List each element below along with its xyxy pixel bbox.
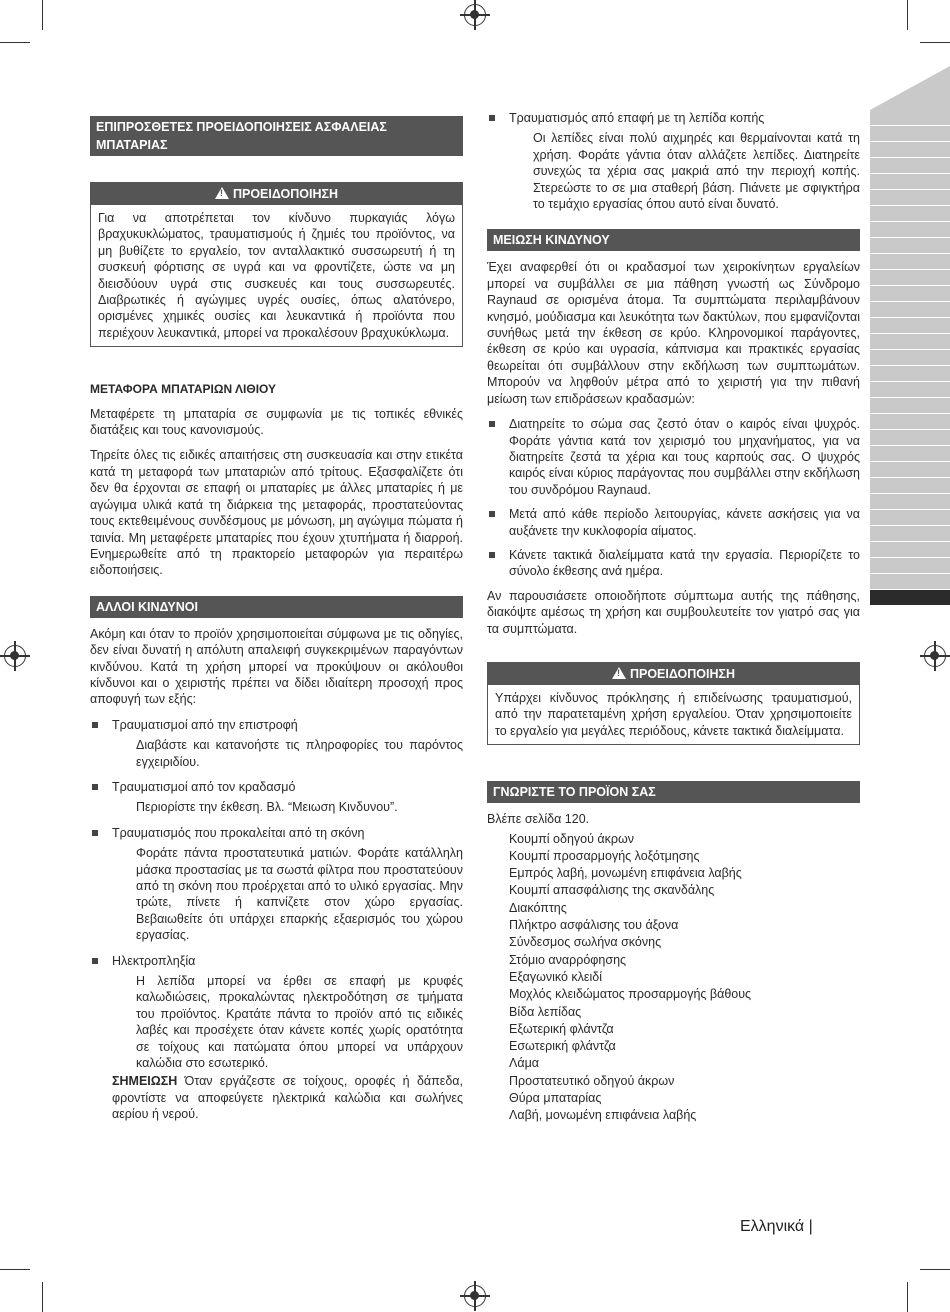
- warning-box: [487, 662, 860, 745]
- registration-mark-icon: [924, 645, 946, 667]
- part-list-item: Σύνδεσμος σωλήνα σκόνης: [509, 935, 662, 950]
- battery-safety-header: ΕΠΙΠΡΟΣΘΕΤΕΣ ΠΡΟΕΙΔΟΠΟΙΗΣΕΙΣ ΑΣΦΑΛΕΙΑΣ ΜΠΑΤΑΡΙΑΣ: [90, 116, 463, 156]
- language-tab-cap: [870, 66, 950, 110]
- note-label: ΣΗΜΕΙΩΣΗ: [112, 1074, 178, 1089]
- part-list-item: Λάμα: [509, 1056, 540, 1071]
- part-list-item: Θύρα μπαταρίας: [509, 1091, 602, 1106]
- other-risks-paragraph: Ακόμη και όταν το προϊόν χρησιμοποιείται σύμφωνα με τις οδηγίες, δεν είναι δυνατή η απόλυτη απαλειφή συγκεκριμένων παραγόντων κινδύνου. Κατά τη χρήση μπορεί να προκύψουν οι ακόλουθοι κίνδυνοι και ο χειριστής πρέπει να δίδει ιδιαίτερη προσοχή προς αποφυγή των εξής:: [90, 626, 463, 707]
- part-list-item: Εμπρός λαβή, μονωμένη επιφάνεια λαβής: [509, 866, 742, 881]
- right-column: [487, 110, 860, 1125]
- registration-mark-icon: [464, 1285, 486, 1307]
- warning-title: ΠΡΟΕΙΔΟΠΟΙΗΣΗ: [232, 187, 339, 201]
- part-list-item: Διακόπτης: [509, 900, 567, 915]
- warning-triangle-icon: [612, 667, 626, 679]
- part-list-item: Κουμπί απασφάλισης της σκανδάλης: [509, 883, 715, 898]
- hazard-item: Τραυματισμός από επαφή με τη λεπίδα κοπής: [487, 110, 860, 126]
- note: [90, 1073, 463, 1122]
- crop-mark: [920, 42, 950, 43]
- warning-text: Για να αποτρέπεται τον κίνδυνο πυρκαγιάς λόγω βραχυκυκλώματος, τραυματισμούς ή ζημιές του προϊόντος, να μη βυθίζετε το εργαλείο, τον ανταλλακτικό συσσωρευτή ή τη συσκευή φόρτισης σε υγρά και να φροντίζετε, ώστε να μη διεισδύουν υγρά στις συσκευές και τους συσσωρευτές. Διαβρωτικές ή αγώγιμες υγρές ουσίες, όπως αλατόνερο, ορισμένες χημικές ουσίες και λευκαντικά ή προϊόντα που περιέχουν λευκαντικά, μπορεί να προκαλέσουν βραχυκύκλωμα.: [98, 211, 455, 340]
- active-language-tab: [870, 590, 950, 606]
- risk-paragraph: Αν παρουσιάσετε οποιοδήποτε σύμπτωμα αυτής της πάθησης, διακόψτε αμέσως τη χρήση και συμβουλευτείτε τον γιατρό σας για τα συμπτώματα.: [487, 588, 860, 636]
- transport-title: ΜΕΤΑΦΟΡΑ ΜΠΑΤΑΡΙΩΝ ΛΙΘΙΟΥ: [90, 382, 277, 397]
- crop-mark: [42, 0, 43, 30]
- crop-mark: [907, 0, 908, 30]
- other-risks-header: ΑΛΛΟΙ ΚΙΝΔΥΝΟΙ: [90, 596, 463, 618]
- left-column: [90, 116, 463, 1132]
- hazard-text: Φοράτε πάντα προστατευτικά ματιών. Φοράτε κατάλληλη μάσκα προστασίας με τα σωστά φίλτρα που προστατεύουν από τη σκόνη που προέρχεται από το υλικό εργασίας. Μην τρώτε, πίνετε ή καπνίζετε στον χώρο εργασίας. Βεβαιωθείτε ότι υπάρχει επαρκής εξαερισμός του χώρου εργασίας.: [136, 846, 463, 943]
- warning-header: [91, 183, 462, 205]
- crop-mark: [907, 1282, 908, 1312]
- know-intro: Βλέπε σελίδα 120.: [487, 812, 590, 827]
- part-list-item: Κουμπί προσαρμογής λοξότμησης: [509, 848, 700, 863]
- warning-title: ΠΡΟΕΙΔΟΠΟΙΗΣΗ: [629, 666, 736, 681]
- part-list-item: Εξωτερική φλάντζα: [509, 1021, 614, 1036]
- crop-mark: [0, 42, 30, 43]
- warning-box: [90, 182, 463, 347]
- note-text: Όταν εργάζεστε σε τοίχους, οροφές ή δάπεδα, φροντίστε να αποφεύγετε ηλεκτρικά καλώδια και σωλήνες αερίου ή νερού.: [112, 1074, 463, 1122]
- crop-mark: [920, 1269, 950, 1270]
- hazard-text: Οι λεπίδες είναι πολύ αιχμηρές και θερμαίνονται κατά τη χρήση. Φοράτε γάντια όταν αλλάζετε λεπίδες. Διατηρείτε συνεχώς τα χέρια σας μακριά από την περιοχή κοπής. Στερεώστε το σε μια σταθερή βάση. Πιάνετε με σφιγκτήρα το τεμάχιο εργασίας όπου αυτό είναι δυνατό.: [533, 131, 860, 212]
- risk-bullet: Κάνετε τακτικά διαλείμματα κατά την εργασία. Περιορίζετε το σύνολο έκθεσης ανά ημέρα.: [487, 547, 860, 580]
- language-tab-strip: [870, 110, 950, 606]
- transport-paragraph: Τηρείτε όλες τις ειδικές απαιτήσεις στη συσκευασία και στην ετικέτα κατά τη μεταφορά των μπαταριών από τρίτους. Εξασφαλίζετε ότι δεν θα έρχονται σε επαφή οι μπαταρίες με άλλες μπαταρίες ή με αγώγιμα υλικά κατά τη διάρκεια της μεταφοράς, προστατεύοντας τους εκτεθειμένους συνδέσμους με μόνωση, μη αγώγιμα πώματα ή ταινία. Μη μεταφέρετε μπαταρίες που έχουν χτυπήματα ή διαρροή. Ενημερωθείτε από τη πρακτορείο μεταφορών για περαιτέρω ειδοποιήσεις.: [90, 448, 463, 578]
- risk-bullet: Διατηρείτε το σώμα σας ζεστό όταν ο καιρός είναι ψυχρός. Φοράτε γάντια κατά τον χειρισμό του μηχανήματος, για να διατηρείτε ζεστά τα χέρια και τους καρπούς σας. Ο ψυχρός καιρός είναι κύριος παράγοντας που συμβάλλει στην εκδήλωση του συνδρόμου Raynaud.: [487, 416, 860, 498]
- part-list-item: Προστατευτικό οδηγού άκρων: [509, 1073, 675, 1088]
- part-list-item: Εξαγωνικό κλειδί: [509, 969, 602, 984]
- hazard-item: Τραυματισμοί από τον κραδασμό: [90, 779, 463, 795]
- registration-mark-icon: [464, 4, 486, 26]
- part-list-item: Στόμιο αναρρόφησης: [509, 952, 627, 967]
- parts-list: [487, 831, 860, 1125]
- hazard-item: Τραυματισμοί από την επιστροφή: [90, 717, 463, 733]
- hazard-item: Τραυματισμός που προκαλείται από τη σκόνη: [90, 825, 463, 841]
- crop-mark: [0, 1269, 30, 1270]
- hazard-item: Ηλεκτροπληξία: [90, 953, 463, 969]
- risk-reduction-header: ΜΕΙΩΣΗ ΚΙΝΔΥΝΟΥ: [487, 229, 860, 251]
- crop-mark: [42, 1282, 43, 1312]
- part-list-item: Εσωτερική φλάντζα: [509, 1039, 616, 1054]
- know-product-header: ΓΝΩΡΙΣΤΕ ΤΟ ΠΡΟΪΟΝ ΣΑΣ: [487, 781, 860, 803]
- part-list-item: Κουμπί οδηγού άκρων: [509, 831, 635, 846]
- warning-text: Υπάρχει κίνδυνος πρόκλησης ή επιδείνωσης τραυματισμού, από την παρατεταμένη χρήση εργαλείου. Όταν χρησιμοποιείτε το εργαλείο για μεγάλες περιόδους, κάνετε τακτικά διαλείμματα.: [495, 690, 852, 738]
- warning-triangle-icon: [215, 187, 229, 199]
- part-list-item: Βίδα λεπίδας: [509, 1004, 582, 1019]
- registration-mark-icon: [4, 645, 26, 667]
- risk-bullet: Μετά από κάθε περίοδο λειτουργίας, κάνετε ασκήσεις για να αυξάνετε την κυκλοφορία αίματος.: [487, 506, 860, 539]
- part-list-item: Μοχλός κλειδώματος προσαρμογής βάθους: [509, 987, 752, 1002]
- page-footer-language: Ελληνικά |: [740, 1218, 813, 1235]
- part-list-item: Λαβή, μονωμένη επιφάνεια λαβής: [509, 1108, 697, 1123]
- warning-header: [488, 663, 859, 685]
- hazard-text: Η λεπίδα μπορεί να έρθει σε επαφή με κρυφές καλωδιώσεις, προκαλώντας ηλεκτροδότηση σε τμήματα του προϊόντος. Κρατάτε πάντα το προϊόν από τις ειδικές λαβές και προσέχετε όταν κάνετε κοπές χωρίς ορατότητα σε τοίχους και πατώματα όπου μπορεί να υπάρχουν καλώδια στο εσωτερικό.: [136, 974, 463, 1071]
- transport-paragraph: Μεταφέρετε τη μπαταρία σε συμφωνία με τις τοπικές εθνικές διατάξεις και τους κανονισμούς.: [90, 406, 463, 438]
- risk-paragraph: Έχει αναφερθεί ότι οι κραδασμοί των χειροκίνητων εργαλείων μπορεί να συμβάλλει σε μια πάθηση γνωστή ως Σύνδρομο Raynaud σε ορισμένα άτομα. Τα συμπτώματα περιλαμβάνουν κνησμό, μούδιασμα και λευκότητα των δακτύλων, που εμφανίζονται συνήθως μετά την έκθεση σε κρύο. Κληρονομικοί παράγοντες, έκθεση σε κρύο και υγρασία, κάπνισμα και πρακτικές εργασίας θεωρείται ότι συμβάλλουν στην εκδήλωση των συμπτωμάτων. Μπορούν να ληφθούν μέτρα από το χειριστή για την πιθανή μείωση των επιδράσεων κραδασμών:: [487, 260, 860, 406]
- hazard-text: Περιορίστε την έκθεση. Βλ. “Μειωση Κινδυνου”.: [136, 800, 398, 815]
- hazard-text: Διαβάστε και κατανοήστε τις πληροφορίες του παρόντος εγχειριδίου.: [136, 738, 463, 769]
- part-list-item: Πλήκτρο ασφάλισης του άξονα: [509, 918, 679, 933]
